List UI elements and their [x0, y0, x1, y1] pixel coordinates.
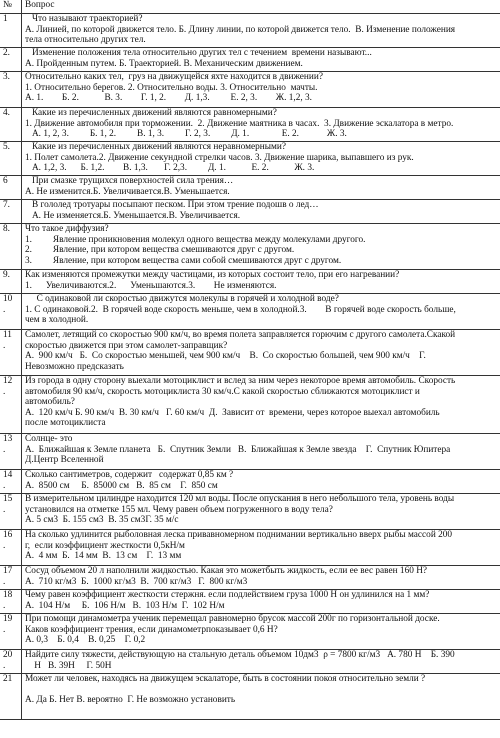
- question-line: Изменение положения тела относительно других тел с течением времени называют...: [25, 48, 372, 58]
- question-line: Как изменяются промежутки между частицами, из которых состоит тело, при его нагревании?: [25, 270, 400, 280]
- question-row: [0, 650, 500, 674]
- question-line: установился на отметке 155 мл. Чему равен объем погруженного в воду тела?: [25, 504, 333, 515]
- question-row: [0, 142, 500, 176]
- question-text: [22, 294, 500, 330]
- question-text: [22, 14, 500, 48]
- question-number: 3.: [0, 72, 22, 108]
- question-number: 16 .: [0, 530, 22, 566]
- question-text: [22, 590, 500, 614]
- question-line: Сколько сантиметров, содержит содержат 0,85 км ?: [25, 470, 234, 480]
- question-text: [22, 434, 500, 470]
- question-text: [22, 650, 500, 674]
- question-line: А. 4 мм Б. 14 мм В. 13 см Г. 13 мм: [25, 551, 182, 562]
- question-row: [0, 270, 500, 294]
- question-row: [0, 14, 500, 48]
- header-num: №: [0, 0, 22, 14]
- question-line: Какие из перечисленных движений являются равномерными?: [25, 108, 277, 118]
- question-line: Относительно каких тел, груз на движущейся яхте находится в движении?: [25, 72, 323, 82]
- question-line: Что называют траекторией?: [25, 14, 143, 24]
- question-number: 1: [0, 14, 22, 48]
- question-number: 15 .: [0, 494, 22, 530]
- question-line: Самолет, летящий со скоростью 900 км/ч, во время полета заправляется горючим с другого самолета.Скакой: [25, 330, 456, 340]
- question-line: тела относительно других тел.: [25, 35, 146, 46]
- question-line: Н В. 39Н Г. 50Н: [25, 660, 112, 671]
- question-line: А. 120 км/ч Б. 90 км/ч В. 30 км/ч Г. 60 км/ч Д. Зависит от времени, через которое выехал автомобиль: [25, 407, 440, 418]
- question-line: А. Не изменится.Б. Увеличивается.В. Уменьшается.: [25, 186, 230, 197]
- question-line: А. Пройденным путем. Б. Траекторией. В. Механическим движением.: [25, 58, 303, 69]
- question-line: скоростью движется при этом самолет-заправщик?: [25, 340, 228, 351]
- question-row: [0, 48, 500, 72]
- question-line: Найдите силу тяжести, действующую на стальную деталь объемом 10дм3 ρ = 7800 кг/м3 А. 780 Н Б. 390: [25, 650, 455, 660]
- question-line: 1. Явление проникновения молекул одного вещества между молекулами другого.: [25, 234, 366, 245]
- question-line: автомобиля 90 км/ч, скорость мотоциклиста 30 км/ч.С какой скоростью сближаются мотоциклист и: [25, 386, 420, 397]
- question-line: А. 900 км/ч Б. Со скоростью меньшей, чем 900 км/ч В. Со скоростью большей, чем 900 км/ч Г.: [25, 351, 426, 362]
- question-text: [22, 470, 500, 494]
- question-line: А. 1. Б. 2. В. 3. Г. 1, 2. Д. 1,3. Е. 2, 3. Ж. 1,2, 3.: [25, 93, 312, 104]
- question-row: [0, 434, 500, 470]
- question-number: 18 .: [0, 590, 22, 614]
- question-text: [22, 376, 500, 434]
- question-text: [22, 108, 500, 142]
- question-row: [0, 176, 500, 200]
- question-number: 6: [0, 176, 22, 200]
- question-line: г, если коэффициент жесткости 0,5кН/м: [25, 540, 185, 551]
- question-line: Чему равен коэффициент жесткости стержня. если подлействием груза 1000 Н он удлинился на 1 мм?: [25, 590, 430, 600]
- question-line: 1. Увеличиваются.2. Уменьшаются.3. Не изменяются.: [25, 280, 277, 291]
- header-question: Вопрос: [22, 0, 500, 14]
- question-row: [0, 566, 500, 590]
- question-line: Каков коэффициент трения, если динамометрпоказывает 0,6 Н?: [25, 624, 278, 635]
- question-line: А. Ближайшая к Земле планета Б. Спутник Земли В. Ближайшая к Земле звезда Г. Спутник Юпитера: [25, 444, 451, 455]
- question-text: [22, 494, 500, 530]
- question-text: [22, 674, 500, 720]
- question-line: А. 5 см3 Б. 155 см3 В. 35 см3Г. 35 м/с: [25, 515, 179, 526]
- question-line: А. Линией, по которой движется тело. Б. Длину линии, по которой движется тело. В. Изменение положения: [25, 24, 456, 35]
- question-text: [22, 72, 500, 108]
- question-line: В гололед тротуары посыпают песком. При этом трение подошв о лед…: [25, 200, 319, 210]
- question-line: А. 1,2, 3. Б. 1,2. В. 1,3. Г. 2,3. Д. 1. Е. 2. Ж. 3.: [25, 163, 315, 174]
- question-text: [22, 48, 500, 72]
- question-text: [22, 330, 500, 376]
- question-line: При помощи динамометра ученик перемещал равномерно брусок массой 200г по горизонтальной доске.: [25, 614, 440, 624]
- question-line: Какие из перечисленных движений являются неравномерными?: [25, 142, 286, 152]
- question-line: А. 710 кг/м3 Б. 1000 кг/м3 В. 700 кг/м3 Г. 800 кг/м3: [25, 576, 248, 587]
- question-row: [0, 224, 500, 270]
- question-line: [25, 685, 500, 696]
- question-line: 1. Полет самолета.2. Движение секундной стрелки часов. 3. Движение шарика, выпавшего из рук.: [25, 152, 414, 163]
- question-row: [0, 494, 500, 530]
- question-line: Может ли человек, находясь на движущем эскалаторе, быть в состоянии покоя относительно земли ?: [25, 674, 426, 684]
- question-line: 1. С одинаковой.2. В горячей воде скорость меньше, чем в холодной.3. В горячей воде скорость больше,: [25, 304, 456, 315]
- question-line: С одинаковой ли скоростью движутся молекулы в горячей и холодной воде?: [25, 294, 339, 304]
- question-row: [0, 674, 500, 720]
- question-line: Невозможно предсказать: [25, 361, 124, 372]
- question-text: [22, 270, 500, 294]
- question-row: [0, 72, 500, 108]
- question-line: Из города в одну сторону выехали мотоциклист и вслед за ним через некоторое время автомобиль. Скорость: [25, 376, 456, 386]
- question-line: Солнце- это: [25, 434, 73, 444]
- question-number: 10 .: [0, 294, 22, 330]
- question-number: 21: [0, 674, 22, 720]
- question-row: [0, 108, 500, 142]
- question-line: А. Да Б. Нет В. вероятно Г. Не возможно установить: [25, 695, 236, 706]
- question-line: Что такое диффузия?: [25, 224, 109, 234]
- question-row: [0, 614, 500, 650]
- question-row: [0, 376, 500, 434]
- question-line: А. 0,3 Б. 0,4 В. 0,25 Г. 0,2: [25, 635, 146, 646]
- question-number: 13 .: [0, 434, 22, 470]
- question-line: 2. Явление, при котором вещества смешиваются друг с другом.: [25, 245, 295, 256]
- question-line: Д.Центр Вселенной: [25, 455, 104, 466]
- question-text: [22, 200, 500, 224]
- question-number: 19 .: [0, 614, 22, 650]
- header-row: [0, 0, 500, 14]
- question-text: [22, 530, 500, 566]
- question-row: [0, 294, 500, 330]
- question-line: А. 104 Н/м Б. 106 Н/м В. 103 Н/м Г. 102 Н/м: [25, 600, 225, 611]
- question-row: [0, 470, 500, 494]
- question-line: При смазке трущихся поверхностей сила трения…: [25, 176, 234, 186]
- question-text: [22, 176, 500, 200]
- question-line: чем в холодной.: [25, 315, 89, 326]
- question-number: 2.: [0, 48, 22, 72]
- question-number: 7.: [0, 200, 22, 224]
- question-number: 11 .: [0, 330, 22, 376]
- question-number: 17 .: [0, 566, 22, 590]
- question-line: А. 1, 2, 3. Б. 1, 2. В. 1, 3. Г. 2, 3. Д. 1. Е. 2. Ж. 3.: [25, 129, 347, 140]
- question-text: [22, 614, 500, 650]
- question-row: [0, 590, 500, 614]
- question-line: автомобиль?: [25, 397, 75, 408]
- question-line: 3. Явление, при котором вещества сами собой смешиваются друг с другом.: [25, 255, 342, 266]
- question-text: [22, 224, 500, 270]
- question-line: А. 8500 см Б. 85000 см В. 85 см Г. 850 см: [25, 480, 218, 491]
- question-row: [0, 530, 500, 566]
- question-row: [0, 330, 500, 376]
- question-number: 8.: [0, 224, 22, 270]
- question-number: 20 .: [0, 650, 22, 674]
- question-number: 5.: [0, 142, 22, 176]
- question-text: [22, 566, 500, 590]
- question-line: 1. Относительно берегов. 2. Относительно воды. 3. Относительно мачты.: [25, 82, 318, 93]
- question-number: 12 .: [0, 376, 22, 434]
- question-number: 4.: [0, 108, 22, 142]
- question-line: В измерительном цилиндре находится 120 мл воды. После опускания в него небольшого тела, уровень воды: [25, 494, 455, 504]
- question-line: На сколько удлинится рыболовная леска привавномерном поднимании вертикально вверх рыбы массой 200: [25, 530, 453, 540]
- question-text: [22, 142, 500, 176]
- question-line: А. Не изменяется.Б. Уменьшается.В. Увеличивается.: [25, 210, 241, 221]
- question-line: 1. Движение автомобиля при торможении. 2. Движение маятника в часах. 3. Движение эскалатора в метро.: [25, 118, 454, 129]
- question-line: после мотоциклиста: [25, 418, 106, 429]
- question-row: [0, 200, 500, 224]
- question-number: 9.: [0, 270, 22, 294]
- question-number: 14 .: [0, 470, 22, 494]
- question-line: Сосуд объемом 20 л наполнили жидкостью. Какая это можетбыть жидкость, если ее вес равен 160 Н?: [25, 566, 428, 576]
